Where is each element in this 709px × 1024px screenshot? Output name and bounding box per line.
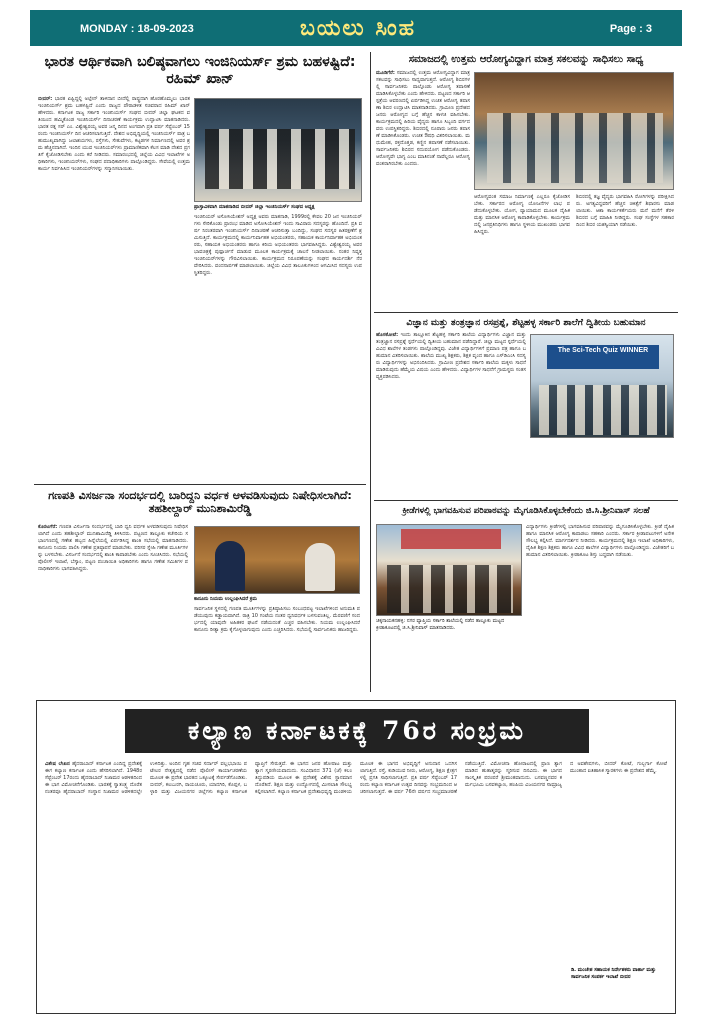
meeting-photo [194, 526, 360, 594]
article-engineers-body-right: ಇಂಜಿನಿಯರ್ ಅಸೋಸಿಯೇಶನ್ ಅಧ್ಯಕ್ಷ ಅವರು ಮಾತನಾಡಿ, 1999ರಲ್ಲಿ ಕೇವಲ 20 ಜನ ಇಂಜಿನಿಯರ್ ಗಳು ಸೇರಿಕೊಂಡು ಪ್ರಾರಂಭ ಮಾಡಿದ ಅಸೋಸಿಯೇಶನ್ ಇಂದು ಸಾವಿರಾರು ಸದಸ್ಯರನ್ನು ಹೊಂದಿದೆ. ಪ್ರತಿ ವರ್ಷ ನಿರಂತರವಾಗಿ ಇಂಜಿನಿಯರ್ಸ್ ದಿನಾಚರಣೆ ಆಚರಿಸುತ್ತಾ ಬಂದಿದ್ದು, ಸಂಘದ ಸದಸ್ಯರ ಹಿತರಕ್ಷಣೆಗೆ ಶ್ರಮಿಸುತ್ತಿದೆ. ಕಾರ್ಯಕ್ರಮದಲ್ಲಿ ಕಾರ್ಯನಿರ್ವಾಹಕ ಅಭಿಯಂತರರು, ಸಹಾಯಕ ಕಾರ್ಯನಿರ್ವಾಹಕ ಅಭಿಯಂತರರು, ಸಹಾಯಕ ಅಭಿಯಂತರರು ಹಾಗೂ ಕಿರಿಯ ಅಭಿಯಂತರರು ಭಾಗವಹಿಸಿದ್ದರು. ವಿಶ್ವೇಶ್ವರಯ್ಯ ಅವರ ಭಾವಚಿತ್ರಕ್ಕೆ ಪುಷ್ಪಾರ್ಚನೆ ಮಾಡುವ ಮೂಲಕ ಕಾರ್ಯಕ್ರಮಕ್ಕೆ ಚಾಲನೆ ನೀಡಲಾಯಿತು. ನಂತರ ನಿವೃತ್ತ ಇಂಜಿನಿಯರ್‌ಗಳನ್ನು ಗೌರವಿಸಲಾಯಿತು. ಕಾರ್ಯಕ್ರಮದ ನಿರೂಪಣೆಯನ್ನು ಸಂಘದ ಕಾರ್ಯದರ್ಶಿ ನೆರವೇರಿಸಿದರು. ವಂದನಾರ್ಪಣೆ ಮಾಡಲಾಯಿತು. ಜಿಲ್ಲೆಯ ವಿವಿಧ ತಾಲೂಕುಗಳಿಂದ ಆಗಮಿಸಿದ ಸದಸ್ಯರು ಉಪಸ್ಥಿತರಿದ್ದರು. [194, 214, 362, 276]
quiz-banner: The Sci-Tech Quiz WINNER [547, 345, 659, 369]
article-sports [374, 504, 678, 694]
meeting-photo-caption: ಕಾನೂನು ನಿಯಮ ಉಲ್ಲಂಘಿಸಿದರೆ ಕ್ರಮ [194, 596, 258, 602]
newspaper-page [30, 10, 682, 1020]
health-camp-photo [474, 72, 674, 190]
article-ganapati-headline: ಗಣಪತಿ ವಿಸರ್ಜನಾ ಸಂದರ್ಭದಲ್ಲಿ ಬಾರಿದ್ದನಿ ವರ್ಧಕ ಆಳವಡಿಸುವುದು ನಿಷೇಧಿಸಲಾಗಿದೆ: ತಹಶೀಲ್ದಾರ್ ಮುನಿಶಾಮಿರೆಡ್ಡಿ [48, 489, 352, 515]
divider [34, 484, 366, 485]
article-quiz [374, 316, 678, 498]
article-ganapati-dateline: ಕೊರಟಗೆರೆ: [38, 524, 58, 530]
feature-banner: ಕಲ್ಯಾಣ ಕರ್ನಾಟಕಕ್ಕೆ 76ರ ಸಂಭ್ರಮ [125, 709, 589, 753]
article-engineers-headline: ಭಾರತ ಆರ್ಥಿಕವಾಗಿ ಬಲಿಷ್ಠವಾಗಲು ಇಂಜಿನಿಯರ್ಸ್ ಶ್ರಮ ಬಹಳಷ್ಟಿದೆ: ರಹಿಮ್ ಖಾನ್ [44, 54, 356, 87]
article-quiz-headline: ವಿಜ್ಞಾನ ಮತ್ತು ತಂತ್ರಜ್ಞಾನ ರಸಪ್ರಶ್ನೆ, ಶೆಟ್ಟಹಳ್ಳ ಸರ್ಕಾರಿ ಶಾಲೆಗೆ ದ್ವಿತೀಯ ಬಹುಮಾನ [406, 318, 646, 328]
issue-date: MONDAY : 18-09-2023 [80, 23, 194, 35]
page-number: Page : 3 [609, 23, 652, 35]
sports-event-photo [376, 524, 522, 616]
article-health-body-mid: ಆರೋಗ್ಯವಂತ ಸಮಾಜ ನಿರ್ಮಾಣಕ್ಕೆ ಎಲ್ಲರೂ ಕೈಜೋಡಿಸಬೇಕು. ಸರ್ಕಾರದ ಆರೋಗ್ಯ ಯೋಜನೆಗಳ ಲಾಭ ಪಡೆದುಕೊಳ್ಳಬೇಕು. ಯೋಗ, ವ್ಯಾಯಾಮದ ಮೂಲಕ ದೈಹಿಕ ಮತ್ತು ಮಾನಸಿಕ ಆರೋಗ್ಯ ಕಾಪಾಡಿಕೊಳ್ಳಬೇಕು. ಕಾರ್ಯಕ್ರಮದಲ್ಲಿ ಜನಪ್ರತಿನಿಧಿಗಳು ಹಾಗೂ ಸ್ಥಳೀಯ ಮುಖಂಡರು ಭಾಗವಹಿಸಿದ್ದರು. [474, 194, 570, 235]
feature-subhead: ವಿಶೇಷ ಲೇಖನ [45, 761, 70, 767]
engineers-photo-caption: ಪ್ರಾಸ್ತಾವಿಕವಾಗಿ ಮಾತನಾಡಿದ ಬೀದರ್ ಜಿಲ್ಲಾ ಇಂಜಿನಿಯರ್ಸ್ ಸಂಘದ ಅಧ್ಯಕ್ಷ [194, 204, 315, 210]
divider [374, 312, 678, 313]
article-ganapati-body-right: ಸಾರ್ವಜನಿಕ ಸ್ಥಳದಲ್ಲಿ ಗಣಪತಿ ಮೂರ್ತಿಗಳನ್ನು ಪ್ರತಿಷ್ಠಾಪಿಸಲು ಸಂಬಂಧಪಟ್ಟ ಇಲಾಖೆಗಳಿಂದ ಅನುಮತಿ ಪಡೆಯುವುದು ಕಡ್ಡಾಯವಾಗಿದೆ. ರಾತ್ರಿ 10 ಗಂಟೆಯ ನಂತರ ಧ್ವನಿವರ್ಧಕ ಬಳಸುವಂತಿಲ್ಲ. ಮೆರವಣಿಗೆ ಸಂದರ್ಭದಲ್ಲಿ ಯಾವುದೇ ಅಹಿತಕರ ಘಟನೆ ನಡೆಯದಂತೆ ಎಚ್ಚರ ವಹಿಸಬೇಕು. ನಿಯಮ ಉಲ್ಲಂಘಿಸಿದರೆ ಕಾನೂನು ರೀತ್ಯಾ ಕ್ರಮ ಕೈಗೊಳ್ಳಲಾಗುವುದು ಎಂದು ಎಚ್ಚರಿಸಿದರು. ಸಭೆಯಲ್ಲಿ ಸಾರ್ವಜನಿಕರು ಹಾಜರಿದ್ದರು. [194, 606, 360, 633]
article-health-dateline: ಮೂಡಿಗೆರೆ: [376, 70, 395, 76]
quiz-winners-photo [530, 334, 674, 438]
engineers-day-photo [194, 98, 362, 202]
sports-photo-caption: ಚಿಕ್ಕನಾಯಕನಹಳ್ಳಿ: ನಗರ ವ್ಯಾಪ್ತಿಯ ಸರ್ಕಾರಿ ಶಾಲೆಯಲ್ಲಿ ನಡೆದ ತಾಲ್ಲೂಕು ಮಟ್ಟದ ಕ್ರೀಡಾಕೂಟದಲ್ಲಿ ಜಿ.ಸಿ.ಶ್ರೀನಿವಾಸ್ ಮಾತನಾಡಿದರು. [376, 618, 505, 631]
article-engineers-body-left: ಬೀದರ್: ಭಾರತ ಏಷ್ಟಿದ್ದಲ್ಲಿ ಅಲ್ಪೇನ್ ತಾಳಿದಾನ ಬೀದೆಲ್ಲಿ ರಾಷ್ಟ್ರದಾಗಿ ಹೊರಹೊಮ್ಮಲು ಭಾರತ ಇಂಜಿನಿಯರ್ಸ್ ಶ್ರಮ ಬಹಳಷ್ಟಿದೆ ಎಂದು ರಾಜ್ಯದ ಪೌರಾಡಳಿತ ಸಚಿವರಾದ ರಹಿಮ್ ಖಾನ್ ಹೇಳಿದರು. ಕರ್ನಾಟಕ ರಾಜ್ಯ ಸರ್ಕಾರಿ ಇಂಜಿನಿಯರ್ಸ್ ಸಂಘದ ಬೀದರ್ ಜಿಲ್ಲಾ ಘಟಕದ ವತಿಯಿಂದ ಹಮ್ಮಿಕೊಂಡ ಇಂಜಿನಿಯರ್ಸ್ ದಿನಾಚರಣೆ ಕಾರ್ಯಕ್ರಮ ಉದ್ಘಾಟಿಸಿ ಮಾತನಾಡಿದರು. ಭಾರತ ರತ್ನ ಸರ್ ಎಂ. ವಿಶ್ವೇಶ್ವರಯ್ಯ ಅವರ ಜನ್ಮ ದಿನದ ಅಂಗವಾಗಿ ಪ್ರತಿ ವರ್ಷ ಸೆಪ್ಟೆಂಬರ್ 15 ರಂದು ಇಂಜಿನಿಯರ್ಸ್ ದಿನ ಆಚರಿಸಲಾಗುತ್ತಿದೆ. ದೇಶದ ಅಭಿವೃದ್ಧಿಯಲ್ಲಿ ಇಂಜಿನಿಯರ್ಸ್ ಪಾತ್ರ ಬಹುಮುಖ್ಯವಾಗಿದ್ದು ಜಲಾಶಯಗಳು, ರಸ್ತೆಗಳು, ಸೇತುವೆಗಳು, ಕಟ್ಟಡಗಳ ನಿರ್ಮಾಣದಲ್ಲಿ ಅವರ ಶ್ರಮ ಹೆಚ್ಚಿನದಾಗಿದೆ. ಇಂದಿನ ಯುವ ಇಂಜಿನಿಯರ್‌ಗಳು ಪ್ರಾಮಾಣಿಕವಾಗಿ ಕೆಲಸ ಮಾಡಿ ದೇಶದ ಪ್ರಗತಿಗೆ ಕೈಜೋಡಿಸಬೇಕು ಎಂದು ಕರೆ ನೀಡಿದರು. ಸಮಾರಂಭದಲ್ಲಿ ಜಿಲ್ಲೆಯ ವಿವಿಧ ಇಲಾಖೆಗಳ ಅಧಿಕಾರಿಗಳು, ಇಂಜಿನಿಯರ್‌ಗಳು, ಸಂಘದ ಪದಾಧಿಕಾರಿಗಳು ಪಾಲ್ಗೊಂಡಿದ್ದರು. ಸೇವೆಯಲ್ಲಿ ಉತ್ತಮ ಕಾರ್ಯ ನಿರ್ವಹಿಸಿದ ಇಂಜಿನಿಯರ್‌ಗಳನ್ನು ಸನ್ಮಾನಿಸಲಾಯಿತು. [38, 96, 190, 172]
feature-signature: ಡಿ. ಮಂಜೇಶ ಸಹಾಯಕ ನಿರ್ದೇಶಕರು ವಾರ್ತಾ ಮತ್ತು ಸಾರ್ವಜನಿಕ ಸಂಪರ್ಕ ಇಲಾಖೆ ಬೀದರ [571, 967, 656, 980]
article-health-body-left: ಮೂಡಿಗೆರೆ: ಸಮಾಜದಲ್ಲಿ ಉತ್ತಮ ಆರೋಗ್ಯವಿದ್ದಾಗ ಮಾತ್ರ ಸಕಲವನ್ನು ಸಾಧಿಸಲು ಸಾಧ್ಯವಾಗುತ್ತದೆ. ಆರೋಗ್ಯ ಶಿಬಿರಗಳಲ್ಲಿ ಸಾರ್ವಜನಿಕರು ಪಾಲ್ಗೊಂಡು ಆರೋಗ್ಯ ತಪಾಸಣೆ ಮಾಡಿಸಿಕೊಳ್ಳಬೇಕು ಎಂದು ಹೇಳಿದರು. ಪಟ್ಟಣದ ಸರ್ಕಾರಿ ಆಸ್ಪತ್ರೆಯ ಆವರಣದಲ್ಲಿ ಏರ್ಪಡಿಸಿದ್ದ ಉಚಿತ ಆರೋಗ್ಯ ತಪಾಸಣಾ ಶಿಬಿರ ಉದ್ಘಾಟಿಸಿ ಮಾತನಾಡಿದರು. ಗ್ರಾಮೀಣ ಪ್ರದೇಶದ ಜನರು ಆರೋಗ್ಯದ ಬಗ್ಗೆ ಹೆಚ್ಚಿನ ಕಾಳಜಿ ವಹಿಸಬೇಕು. ಕಾರ್ಯಕ್ರಮದಲ್ಲಿ ಹಿರಿಯ ವೈದ್ಯರು ಹಾಗೂ ಸಿಬ್ಬಂದಿ ವರ್ಗದವರು ಉಪಸ್ಥಿತರಿದ್ದರು. ಶಿಬಿರದಲ್ಲಿ ನೂರಾರು ಜನರು ತಪಾಸಣೆ ಮಾಡಿಸಿಕೊಂಡರು. ಉಚಿತ ಔಷಧಿ ವಿತರಿಸಲಾಯಿತು. ಮಧುಮೇಹ, ರಕ್ತದೊತ್ತಡ, ಕಣ್ಣಿನ ತಪಾಸಣೆ ನಡೆಸಲಾಯಿತು. ಸಾರ್ವಜನಿಕರು ಶಿಬಿರದ ಸದುಪಯೋಗ ಪಡೆದುಕೊಂಡರು. ಆರೋಗ್ಯವೇ ಭಾಗ್ಯ ಎಂಬ ಮಾತಿನಂತೆ ನಾವೆಲ್ಲರೂ ಆರೋಗ್ಯವಂತರಾಗಿರಬೇಕು ಎಂದರು. [376, 70, 470, 167]
newspaper-title: ಬಯಲು ಸಿಂಹ [299, 15, 417, 41]
column-divider [370, 52, 371, 692]
feature-kalyana-karnataka [36, 700, 676, 1014]
article-sports-headline: ಕ್ರೀಡೆಗಳಲ್ಲಿ ಭಾಗವಹಿಸುವ ಪರಿಪಾಠವನ್ನು ಮೈಗೂಡಿಸಿಕೊಳ್ಳಬೇಕೆಂದು ಜಿ.ಸಿ.ಶ್ರೀನಿವಾಸ್ ಸಲಹೆ [402, 506, 650, 516]
divider [374, 500, 678, 501]
article-engineers-dateline: ಬೀದರ್: [38, 96, 53, 102]
masthead [30, 10, 682, 46]
article-health-headline: ಸಮಾಜದಲ್ಲಿ ಉತ್ತಮ ಆರೋಗ್ಯವಿದ್ದಾಗ ಮಾತ್ರ ಸಕಲವನ್ನು ಸಾಧಿಸಲು ಸಾಧ್ಯ [408, 54, 644, 65]
article-ganapati-body-left: ಕೊರಟಗೆರೆ: ಗಣಪತಿ ವಿಸರ್ಜನಾ ಸಂದರ್ಭದಲ್ಲಿ ಬಾರಿ ಧ್ವನಿ ವರ್ಧಕ ಅಳವಡಿಸುವುದು ನಿಷೇಧಿಸಲಾಗಿದೆ ಎಂದು ತಹಶೀಲ್ದಾರ್ ಮುನಿಶಾಮಿರೆಡ್ಡಿ ತಿಳಿಸಿದರು. ಪಟ್ಟಣದ ತಾಲ್ಲೂಕು ಕಚೇರಿಯ ಸಭಾಂಗಣದಲ್ಲಿ ಗಣೇಶ ಹಬ್ಬದ ಹಿನ್ನೆಲೆಯಲ್ಲಿ ಏರ್ಪಡಿಸಿದ್ದ ಶಾಂತಿ ಸಭೆಯಲ್ಲಿ ಮಾತನಾಡಿದರು. ಕಾನೂನು ನಿಯಮ ಪಾಲಿಸಿ ಗಣೇಶ ಪ್ರತಿಷ್ಠಾಪನೆ ಮಾಡಬೇಕು. ಪರಿಸರ ಸ್ನೇಹಿ ಗಣೇಶ ಮೂರ್ತಿಗಳನ್ನು ಬಳಸಬೇಕು. ವಿಸರ್ಜನೆ ಸಂದರ್ಭದಲ್ಲಿ ಶಾಂತಿ ಕಾಪಾಡಬೇಕು ಎಂದು ಸೂಚಿಸಿದರು. ಸಭೆಯಲ್ಲಿ ಪೊಲೀಸ್ ಇಲಾಖೆ, ಬೆಸ್ಕಾಂ, ಪಟ್ಟಣ ಪಂಚಾಯಿತಿ ಅಧಿಕಾರಿಗಳು ಹಾಗೂ ಗಣೇಶ ಸಮಿತಿಗಳ ಪದಾಧಿಕಾರಿಗಳು ಭಾಗವಹಿಸಿದ್ದರು. [38, 524, 188, 572]
article-sports-body: ವಿದ್ಯಾರ್ಥಿಗಳು ಕ್ರೀಡೆಗಳಲ್ಲಿ ಭಾಗವಹಿಸುವ ಪರಿಪಾಠವನ್ನು ಮೈಗೂಡಿಸಿಕೊಳ್ಳಬೇಕು. ಕ್ರೀಡೆ ದೈಹಿಕ ಹಾಗೂ ಮಾನಸಿಕ ಆರೋಗ್ಯ ಕಾಪಾಡಲು ಸಹಕಾರಿ ಎಂದರು. ಸರ್ಕಾರ ಕ್ರೀಡಾಪಟುಗಳಿಗೆ ಅನೇಕ ಸೌಲಭ್ಯ ಕಲ್ಪಿಸಿದೆ. ಮಾರ್ಗದರ್ಶನ ನೀಡಿದರು. ಕಾರ್ಯಕ್ರಮದಲ್ಲಿ ಶಿಕ್ಷಣ ಇಲಾಖೆ ಅಧಿಕಾರಿಗಳು, ದೈಹಿಕ ಶಿಕ್ಷಣ ಶಿಕ್ಷಕರು ಹಾಗೂ ವಿವಿಧ ಶಾಲೆಗಳ ವಿದ್ಯಾರ್ಥಿಗಳು ಪಾಲ್ಗೊಂಡಿದ್ದರು. ವಿಜೇತರಿಗೆ ಬಹುಮಾನ ವಿತರಿಸಲಾಯಿತು. ಕ್ರೀಡಾಕೂಟ ಶಿಸ್ತು ಬದ್ಧವಾಗಿ ನಡೆಯಿತು. [526, 524, 674, 558]
article-health-body-right: ಶಿಬಿರದಲ್ಲಿ ತಜ್ಞ ವೈದ್ಯರು ಭಾಗವಹಿಸಿ ರೋಗಿಗಳನ್ನು ಪರೀಕ್ಷಿಸಿದರು. ಅಗತ್ಯವಿದ್ದವರಿಗೆ ಹೆಚ್ಚಿನ ಚಿಕಿತ್ಸೆಗೆ ಶಿಫಾರಸು ಮಾಡಲಾಯಿತು. ಆಶಾ ಕಾರ್ಯಕರ್ತೆಯರು ಮನೆ ಮನೆಗೆ ತೆರಳಿ ಶಿಬಿರದ ಬಗ್ಗೆ ಮಾಹಿತಿ ನೀಡಿದ್ದರು. ಸಂಘ ಸಂಸ್ಥೆಗಳ ಸಹಕಾರದಿಂದ ಶಿಬಿರ ಯಶಸ್ವಿಯಾಗಿ ನಡೆಯಿತು. [576, 194, 674, 228]
article-engineers-day [34, 52, 366, 482]
article-health-camp [374, 52, 678, 310]
feature-body: ವಿಶೇಷ ಲೇಖನ ಹೈದರಾಬಾದ್ ಕರ್ನಾಟಕ ಎಂದಿದ್ದ ಪ್ರದೇಶಕ್ಕೆ ಈಗ ಕಲ್ಯಾಣ ಕರ್ನಾಟಕ ಎಂದು ಹೆಸರಿಸಲಾಗಿದೆ. 1948ರ ಸೆಪ್ಟೆಂಬರ್ 17ರಂದು ಹೈದರಾಬಾದ್ ನಿಜಾಮರ ಆಡಳಿತದಿಂದ ಈ ಭಾಗ ವಿಮೋಚನೆಗೊಂಡಿತು. ಭಾರತಕ್ಕೆ ಸ್ವಾತಂತ್ರ್ಯ ದೊರೆತ ನಂತರವೂ ಹೈದರಾಬಾದ್ ಸಂಸ್ಥಾನ ನಿಜಾಮರ ಆಡಳಿತದಲ್ಲೇ ಉಳಿದಿತ್ತು. ಅಂದಿನ ಗೃಹ ಸಚಿವ ಸರ್ದಾರ್ ವಲ್ಲಭಭಾಯಿ ಪಟೇಲರ ನೇತೃತ್ವದಲ್ಲಿ ನಡೆದ ಪೊಲೀಸ್ ಕಾರ್ಯಾಚರಣೆಯ ಮೂಲಕ ಈ ಪ್ರದೇಶ ಭಾರತದ ಒಕ್ಕೂಟಕ್ಕೆ ಸೇರ್ಪಡೆಗೊಂಡಿತು. ಬೀದರ್, ಕಲಬುರಗಿ, ರಾಯಚೂರು, ಯಾದಗಿರಿ, ಕೊಪ್ಪಳ, ಬಳ್ಳಾರಿ ಮತ್ತು ವಿಜಯನಗರ ಜಿಲ್ಲೆಗಳು ಕಲ್ಯಾಣ ಕರ್ನಾಟಕ ವ್ಯಾಪ್ತಿಗೆ ಸೇರುತ್ತವೆ. ಈ ಭಾಗದ ಜನರ ಹೋರಾಟ ಮತ್ತು ತ್ಯಾಗ ಸ್ಮರಣೀಯವಾದುದು. ಸಂವಿಧಾನದ 371 (ಜೆ) ಕಲಂ ತಿದ್ದುಪಡಿಯ ಮೂಲಕ ಈ ಪ್ರದೇಶಕ್ಕೆ ವಿಶೇಷ ಸ್ಥಾನಮಾನ ದೊರೆತಿದೆ. ಶಿಕ್ಷಣ ಮತ್ತು ಉದ್ಯೋಗದಲ್ಲಿ ಮೀಸಲಾತಿ ಸೌಲಭ್ಯ ಕಲ್ಪಿಸಲಾಗಿದೆ. ಕಲ್ಯಾಣ ಕರ್ನಾಟಕ ಪ್ರದೇಶಾಭಿವೃದ್ಧಿ ಮಂಡಳಿಯ ಮೂಲಕ ಈ ಭಾಗದ ಅಭಿವೃದ್ಧಿಗೆ ಅನುದಾನ ಒದಗಿಸಲಾಗುತ್ತಿದೆ. ರಸ್ತೆ, ಕುಡಿಯುವ ನೀರು, ಆರೋಗ್ಯ, ಶಿಕ್ಷಣ ಕ್ಷೇತ್ರಗಳಲ್ಲಿ ಪ್ರಗತಿ ಸಾಧಿಸಲಾಗುತ್ತಿದೆ. ಪ್ರತಿ ವರ್ಷ ಸೆಪ್ಟೆಂಬರ್ 17ರಂದು ಕಲ್ಯಾಣ ಕರ್ನಾಟಕ ಉತ್ಸವ ದಿನವನ್ನು ಸಂಭ್ರಮದಿಂದ ಆಚರಿಸಲಾಗುತ್ತದೆ. ಈ ವರ್ಷ 76ನೇ ವರ್ಷದ ಸಂಭ್ರಮಾಚರಣೆ ನಡೆಯುತ್ತಿದೆ. ವಿಮೋಚನಾ ಹೋರಾಟದಲ್ಲಿ ಪ್ರಾಣ ತ್ಯಾಗ ಮಾಡಿದ ಹುತಾತ್ಮರನ್ನು ಸ್ಮರಿಸುವ ದಿನವಿದು. ಈ ಭಾಗದ ಸಾಂಸ್ಕೃತಿಕ ಪರಂಪರೆ ಶ್ರೀಮಂತವಾದುದು. ಬಸವಣ್ಣನವರ ಕರ್ಮಭೂಮಿ ಬಸವಕಲ್ಯಾಣ, ಹಂಪಿಯ ವಿಜಯನಗರ ಸಾಮ್ರಾಜ್ಯದ ಅವಶೇಷಗಳು, ಬೀದರ್ ಕೋಟೆ, ಗುಲ್ಬರ್ಗಾ ಕೋಟೆ ಮುಂತಾದ ಐತಿಹಾಸಿಕ ಸ್ಮಾರಕಗಳು ಈ ಪ್ರದೇಶದ ಹೆಮ್ಮೆ. [45, 761, 667, 795]
article-quiz-body: ಹೊಸಕೋಟೆ: ಇಂದು ತಾಲ್ಲೂಕಿನ ಶೆಟ್ಟಹಳ್ಳ ಸರ್ಕಾರಿ ಶಾಲೆಯ ವಿದ್ಯಾರ್ಥಿಗಳು ವಿಜ್ಞಾನ ಮತ್ತು ತಂತ್ರಜ್ಞಾನ ರಸಪ್ರಶ್ನೆ ಸ್ಪರ್ಧೆಯಲ್ಲಿ ದ್ವಿತೀಯ ಬಹುಮಾನ ಪಡೆದಿದ್ದಾರೆ. ಜಿಲ್ಲಾ ಮಟ್ಟದ ಸ್ಪರ್ಧೆಯಲ್ಲಿ ವಿವಿಧ ಶಾಲೆಗಳ ತಂಡಗಳು ಪಾಲ್ಗೊಂಡಿದ್ದವು. ವಿಜೇತ ವಿದ್ಯಾರ್ಥಿಗಳಿಗೆ ಪ್ರಮಾಣ ಪತ್ರ ಹಾಗೂ ಬಹುಮಾನ ವಿತರಿಸಲಾಯಿತು. ಶಾಲೆಯ ಮುಖ್ಯ ಶಿಕ್ಷಕರು, ಶಿಕ್ಷಕ ವೃಂದ ಹಾಗೂ ಎಸ್‌ಡಿಎಂಸಿ ಸದಸ್ಯರು ವಿದ್ಯಾರ್ಥಿಗಳನ್ನು ಅಭಿನಂದಿಸಿದರು. ಗ್ರಾಮೀಣ ಪ್ರದೇಶದ ಸರ್ಕಾರಿ ಶಾಲೆಯ ಮಕ್ಕಳು ಸಾಧನೆ ಮಾಡಿರುವುದು ಹೆಮ್ಮೆಯ ವಿಷಯ ಎಂದು ಹೇಳಿದರು. ವಿದ್ಯಾರ್ಥಿಗಳ ಸಾಧನೆಗೆ ಗ್ರಾಮಸ್ಥರು ಸಂತಸ ವ್ಯಕ್ತಪಡಿಸಿದರು. [376, 332, 526, 380]
article-quiz-dateline: ಹೊಸಕೋಟೆ: [376, 332, 399, 338]
article-ganapati [34, 488, 366, 694]
